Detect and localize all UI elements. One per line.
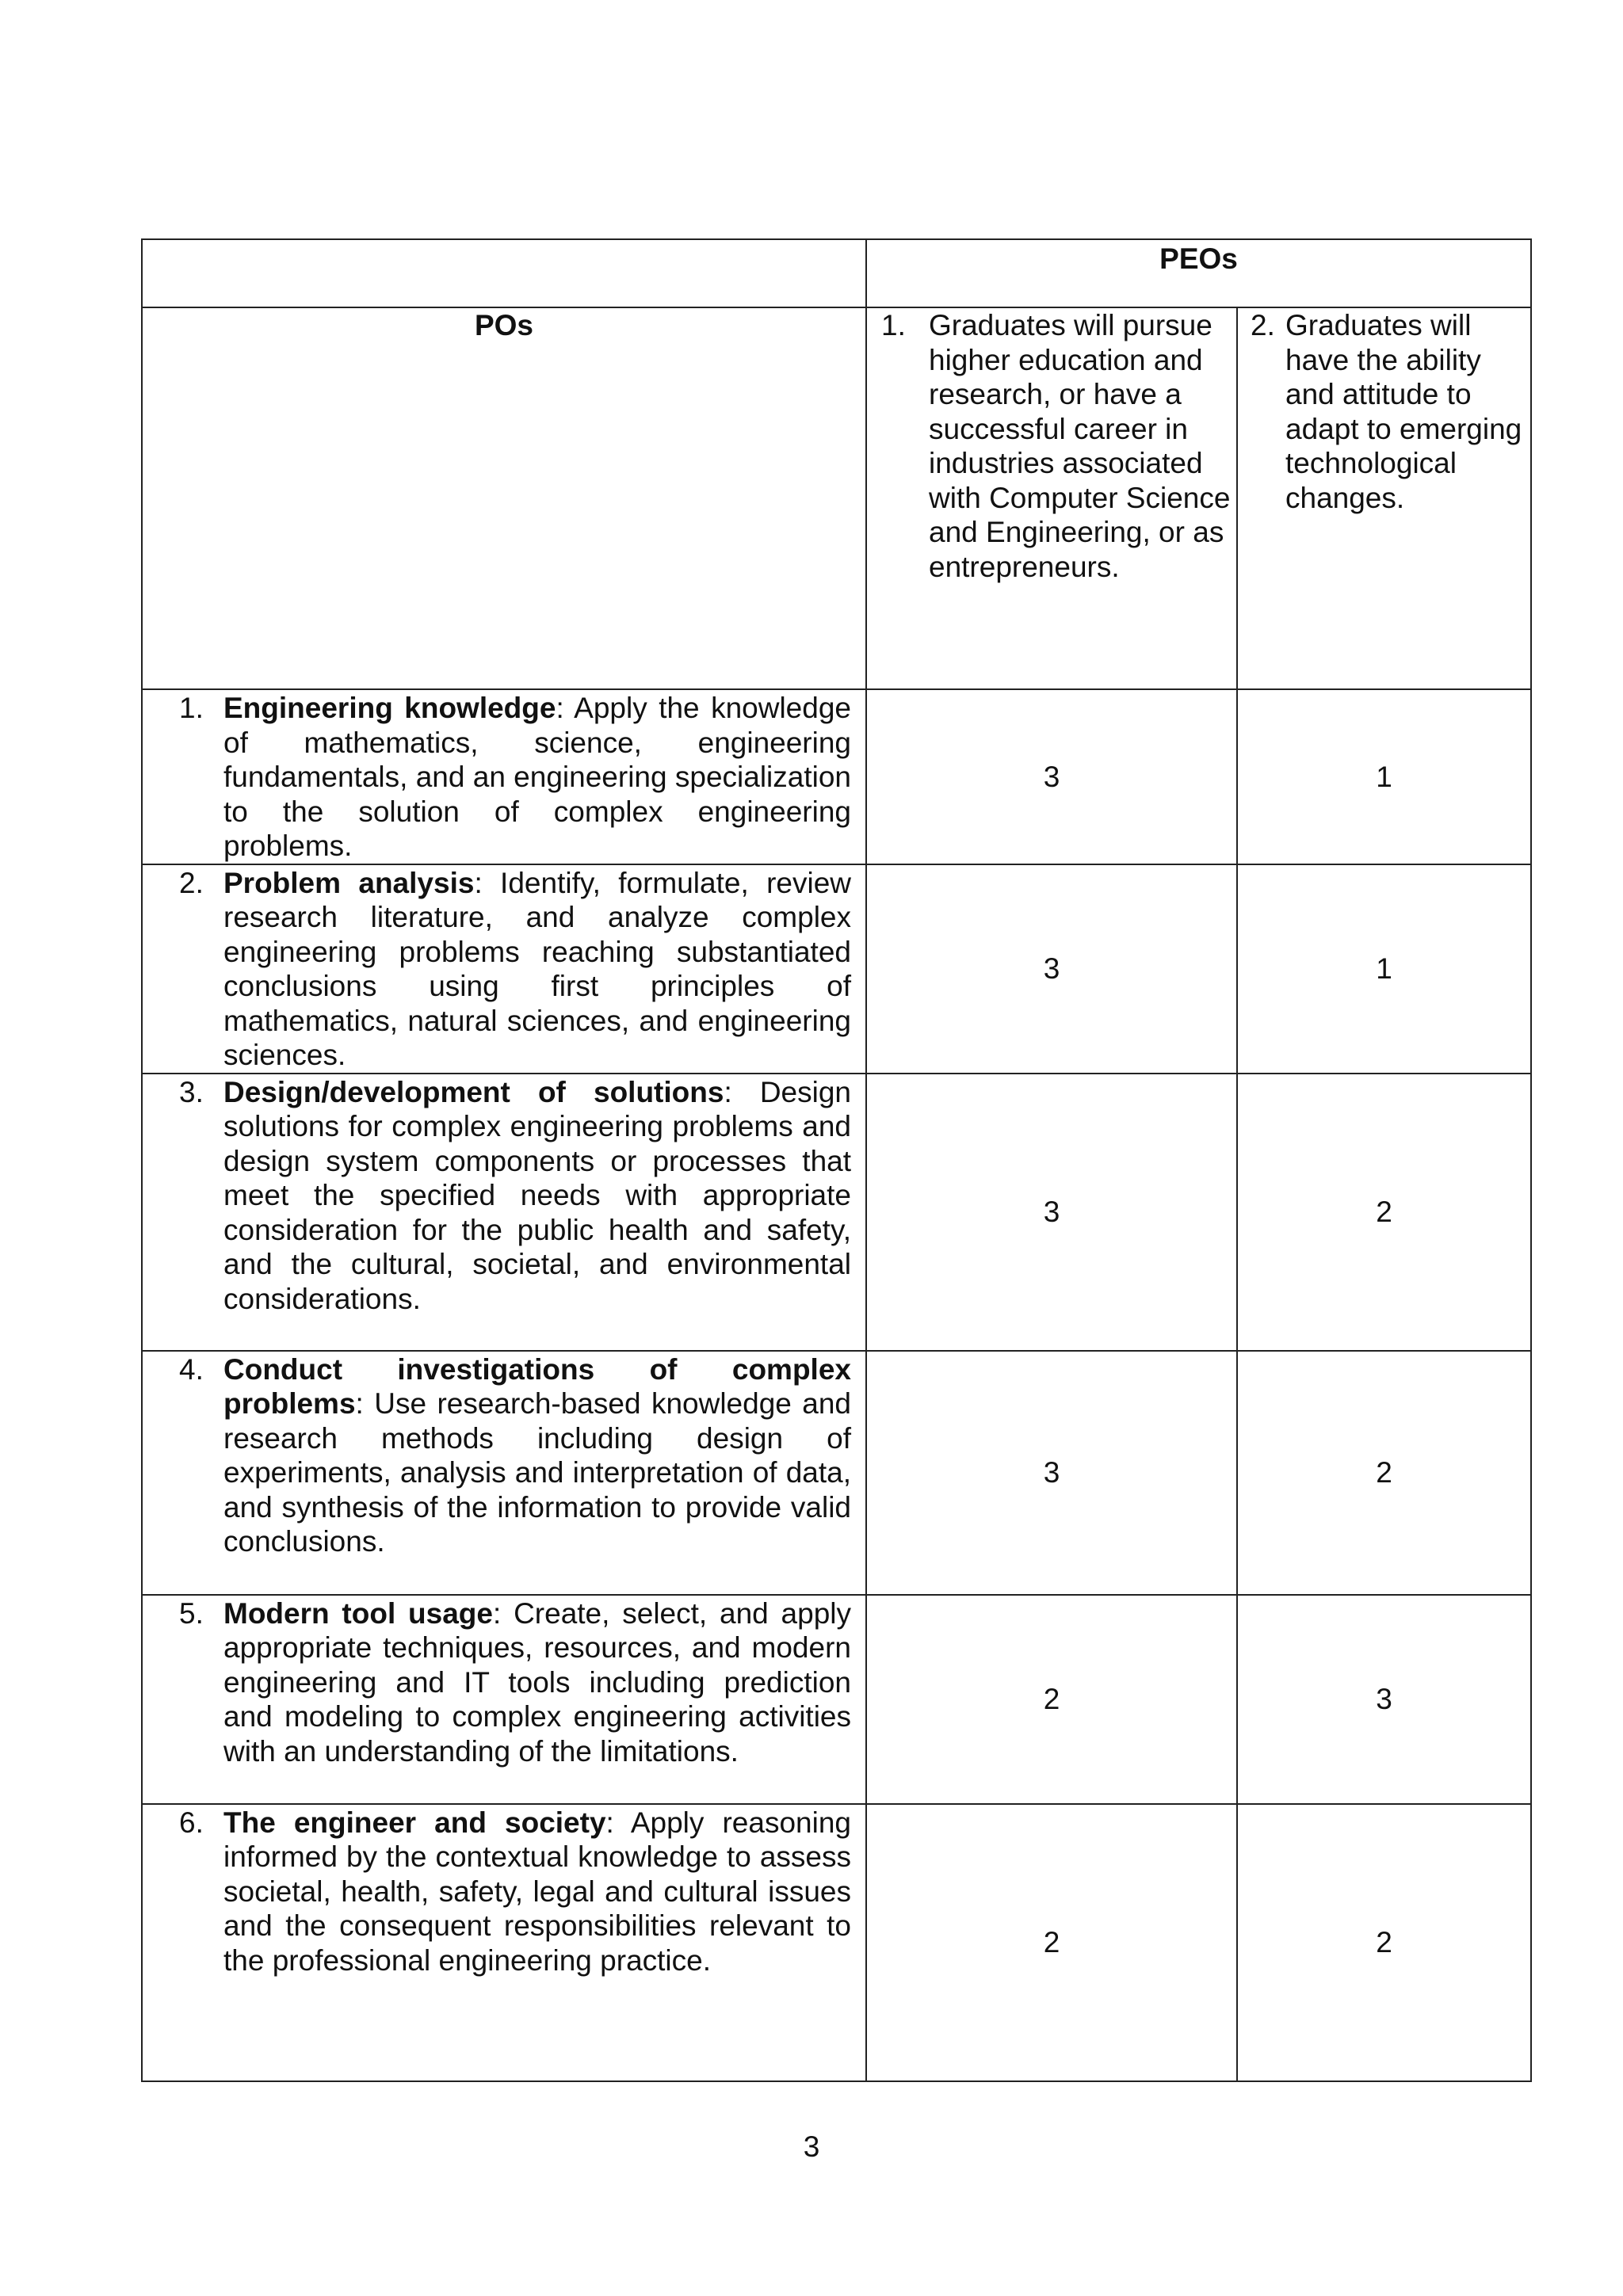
peo-2-value: 1 [1237,864,1531,1074]
po-title: Design/development of solutions [223,1075,724,1108]
page-number: 3 [803,2130,820,2163]
po-number: 1. [179,692,204,724]
po-cell [142,864,866,1074]
table-row [142,1351,1531,1595]
peo-1-value: 2 [866,1595,1237,1804]
po-description: : Apply the knowledge of mathematics, science, engineering fundamentals, and an engineering specialization to the solution of complex engineering problems. [223,692,851,862]
peo-2-value: 3 [1237,1595,1531,1804]
peo-1-value: 2 [866,1804,1237,2081]
pos-header-cell [142,307,866,689]
po-title: The engineer and society [223,1806,606,1839]
po-title: Modern tool usage [223,1596,493,1630]
peo-1-value: 3 [866,1074,1237,1351]
po-number: 3. [179,1075,204,1108]
peo-1-value: 3 [866,689,1237,864]
peo-2-header-cell [1237,307,1531,689]
table-row [142,1804,1531,2081]
table-row [142,1595,1531,1804]
po-title: Conduct investigations of complex problems [223,1352,851,1420]
peo-2-number: 2. [1251,309,1275,341]
peo-1-value: 3 [866,1351,1237,1595]
po-description: : Create, select, and apply appropriate techniques, resources, and modern engineering and IT tools including prediction and modeling to complex engineering activities with an understanding of the limitations. [223,1596,851,1768]
po-number: 4. [179,1352,204,1386]
peos-header-cell [866,239,1531,307]
po-cell [142,1074,866,1351]
po-cell [142,1351,866,1595]
po-peo-mapping-table [141,238,1532,2082]
column-header-row [142,307,1531,689]
po-number: 5. [179,1596,204,1630]
peo-2-text: Graduates will have the ability and attitude to adapt to emerging technological changes. [1285,309,1522,514]
po-cell [142,1595,866,1804]
peo-2-value: 2 [1237,1074,1531,1351]
po-cell [142,689,866,864]
peos-heading: PEOs [1159,242,1238,275]
po-description: : Identify, formulate, review research literature, and analyze complex engineering problems reaching substantiated conclusions using first principles of mathematics, natural sciences, and engineering sciences. [223,866,851,1071]
po-number: 2. [179,866,204,899]
po-title: Engineering knowledge [223,692,556,724]
peo-1-text: Graduates will pursue higher education and research, or have a successful career in industries associated with Computer Science and Engineering, or as entrepreneurs. [929,309,1231,583]
peo-1-number: 1. [881,309,906,341]
table-row [142,689,1531,864]
pos-heading: POs [474,309,534,341]
peo-2-value: 1 [1237,689,1531,864]
table-row [142,864,1531,1074]
po-number: 6. [179,1806,204,1839]
po-description: : Use research-based knowledge and research methods including design of experiments, analysis and interpretation of data, and synthesis of the information to provide valid conclusions. [223,1387,851,1558]
empty-corner-cell [142,239,866,307]
peo-2-value: 2 [1237,1804,1531,2081]
peo-1-header-cell [866,307,1237,689]
po-description: : Design solutions for complex engineering problems and design system components or processes that meet the specified needs with appropriate consideration for the public health and safety, and the cultural, societal, and environmental considerations. [223,1075,851,1315]
table-row [142,1074,1531,1351]
peos-header-row [142,239,1531,307]
peo-1-value: 3 [866,864,1237,1074]
peo-2-value: 2 [1237,1351,1531,1595]
po-cell [142,1804,866,2081]
po-description: : Apply reasoning informed by the contextual knowledge to assess societal, health, safety, legal and cultural issues and the consequent responsibilities relevant to the professional engineering practice. [223,1806,851,1977]
po-title: Problem analysis [223,866,475,899]
